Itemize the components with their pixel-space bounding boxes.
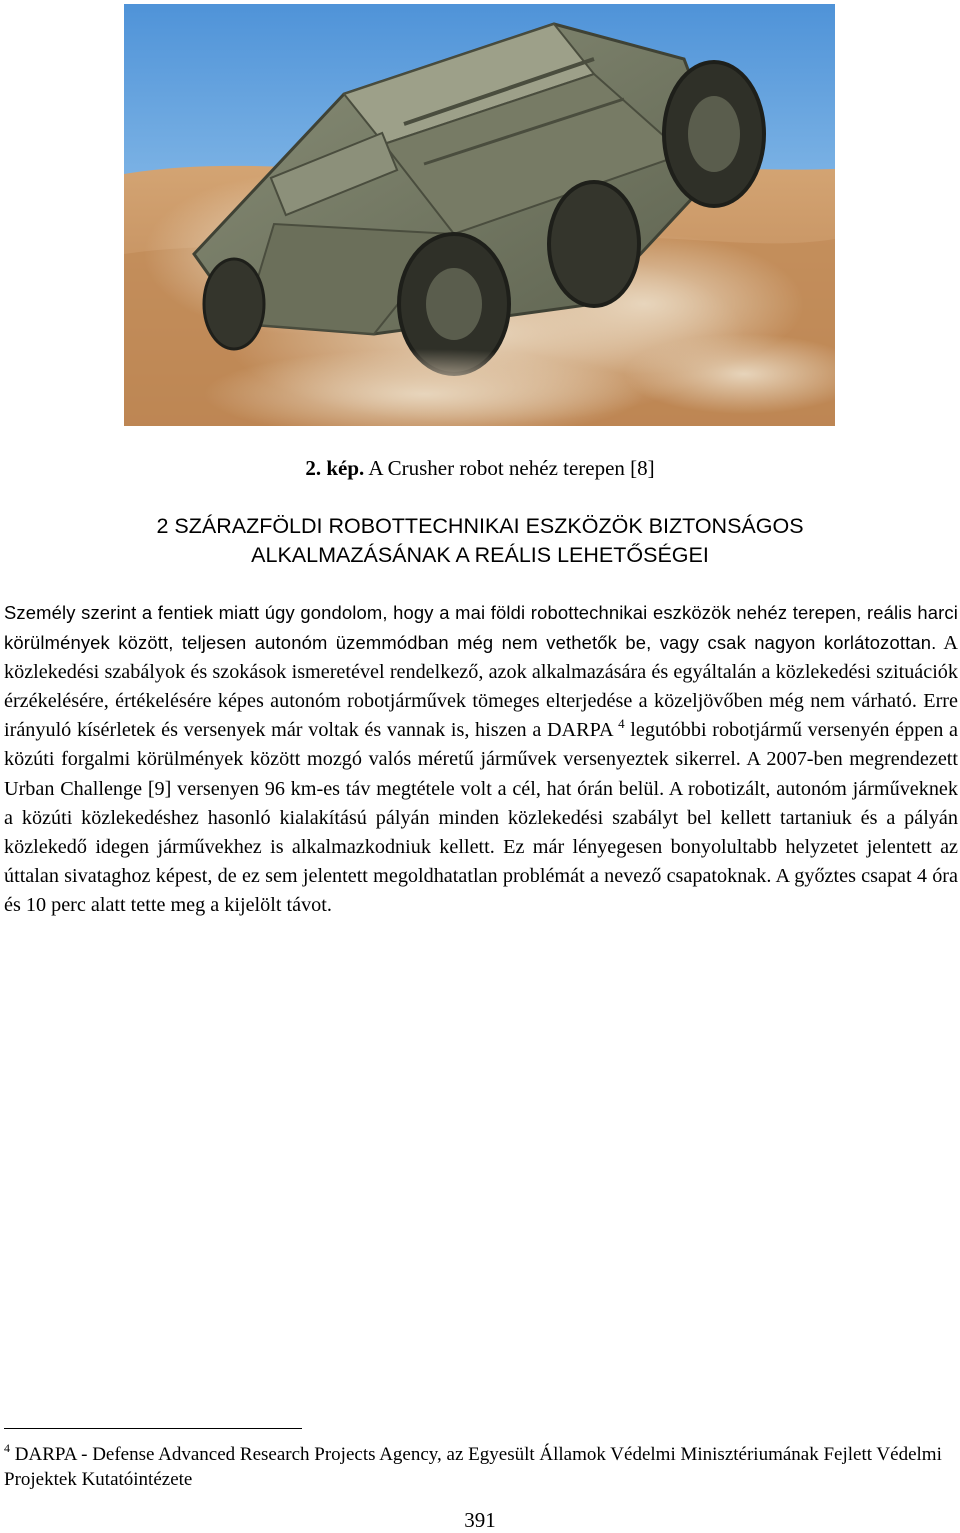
- figure-caption: [0, 454, 960, 482]
- page-number: 391: [464, 1508, 496, 1532]
- section-heading-line-2: ALKALMAZÁSÁNAK A REÁLIS LEHETŐSÉGEI: [251, 543, 709, 567]
- body-text-before-footnote: A közlekedési szabályok és szokások ismeretével rendelkező, azok alkalmazására és egyáltalán a közlekedési szituációk érzékelésére, értékelésére képes autonóm robotjárművek tömeges elterjedése a közeljövőben még nem várható. Erre irányuló kísérletek és versenyek már voltak és vannak is, hiszen a DARPA: [4, 632, 958, 742]
- figure-caption-label: 2. kép.: [305, 456, 365, 480]
- section-heading: [0, 512, 960, 570]
- footnote-text: DARPA - Defense Advanced Research Projects Agency, az Egyesült Államok Védelmi Minisztériumának Fejlett Védelmi Projektek Kutatóintézete: [4, 1444, 942, 1490]
- section-heading-line-1: 2 SZÁRAZFÖLDI ROBOTTECHNIKAI ESZKÖZÖK BIZTONSÁGOS: [156, 514, 804, 538]
- body-paragraph: [4, 598, 958, 920]
- body-text-after-footnote: legutóbbi robotjármű versenyén éppen a közúti forgalmi körülmények között mozgó valós méretű járművek versenyeztek sikerrel. A 2007-ben megrendezett Urban Challenge [9] versenyen 96 km-es táv megtétele volt a cél, hat órán belül. A robotizált, autonóm járműveknek a közúti közlekedéshez hasonló kialakítású pályán minden közlekedési szabályt bel kellett tartaniuk és a pályán közlekedő idegen járművekhez is alkalmazkodniuk kellett. Ez már lényegesen bonyolultabb helyzetet jelentett az úttalan sivataghoz képest, de ez sem jelentett megoldhatatlan problémát a nevező csapatoknak. A győztes csapat 4 óra és 10 perc alatt tette meg a kijelölt távot.: [4, 719, 958, 916]
- footnote-reference: 4: [618, 716, 625, 732]
- footnote: [4, 1442, 954, 1492]
- figure-caption-text: A Crusher robot nehéz terepen [8]: [364, 456, 655, 480]
- body-intro-sentence: Személy szerint a fentiek miatt úgy gondolom, hogy a mai földi robottechnikai eszközök nehéz terepen, reális harci körülmények között, teljesen autonóm üzemmódban még nem vethetők be, vagy csak nagyon korlátozottan.: [4, 602, 958, 654]
- footnote-number: 4: [4, 1441, 10, 1455]
- crusher-robot-photo: [124, 4, 835, 426]
- crusher-robot-illustration: [124, 4, 835, 426]
- footnote-divider: [4, 1428, 302, 1429]
